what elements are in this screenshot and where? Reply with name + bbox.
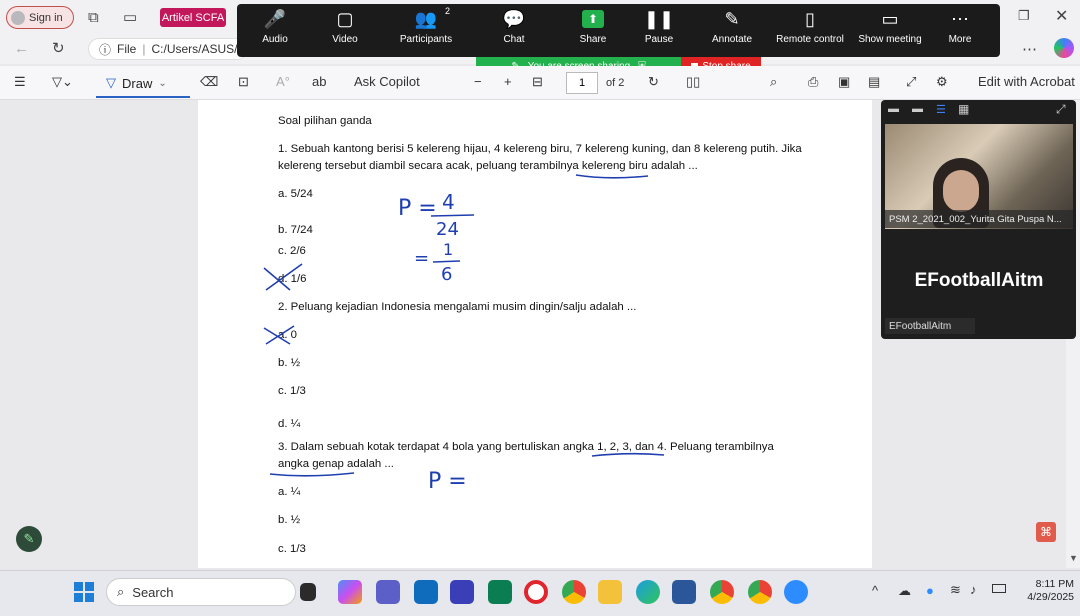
tab-artikel-scfa[interactable] — [160, 8, 226, 27]
ink-underline-numbers — [592, 454, 664, 456]
draw-tool-button[interactable] — [96, 70, 190, 98]
participant-name-tag: EFootballAitm — [885, 318, 975, 334]
ink-underline-kelereng-biru — [576, 175, 648, 178]
expand-icon[interactable]: ⤢ — [1056, 102, 1066, 116]
translate-icon[interactable]: ab — [312, 74, 327, 89]
tab-label: Artikel SCFA — [161, 11, 225, 24]
gallery-view-icon[interactable]: ▦ — [958, 102, 970, 116]
q3-option-b: b. ½ — [278, 514, 301, 526]
audio-icon: 🎤 — [263, 8, 287, 29]
ink-denominator-2: 6 — [441, 264, 453, 285]
chrome-profile-2-icon[interactable] — [748, 580, 772, 604]
url-text: C:/Users/ASUS/ — [151, 42, 238, 56]
back-arrow-icon[interactable]: ← — [14, 40, 29, 57]
remote-control-icon: ▯ — [805, 8, 815, 29]
contents-icon[interactable]: ☰ — [14, 74, 26, 89]
chevron-up-icon[interactable]: ^ — [872, 583, 879, 598]
zoom-audio-button[interactable] — [240, 4, 310, 50]
file-label: File — [117, 42, 137, 56]
wifi-icon[interactable]: ≋ — [950, 582, 961, 597]
chrome-profile-icon[interactable] — [710, 580, 734, 604]
section-title: Soal pilihan ganda — [278, 115, 372, 127]
participant-count: 2 — [444, 6, 450, 16]
ink-annotations — [198, 100, 872, 568]
rotate-icon[interactable]: ↻ — [648, 74, 659, 89]
q3-option-a: a. ¼ — [278, 486, 301, 498]
single-view-icon[interactable]: ▬ — [912, 103, 923, 115]
scroll-down-icon[interactable]: ▼ — [1069, 553, 1078, 563]
zoom-show-meeting-button[interactable] — [852, 4, 928, 50]
close-window-icon[interactable]: ✕ — [1055, 8, 1069, 25]
q2-option-a: a. 0 — [278, 329, 297, 341]
microsoft-365-icon[interactable] — [488, 580, 512, 604]
word-icon[interactable] — [672, 580, 696, 604]
question-1-line-2: kelereng tersebut diambil secara acak, peluang terambilnya kelereng biru adalah ... — [278, 160, 698, 172]
sign-in-label: Sign in — [29, 11, 63, 24]
highlight-icon[interactable]: ▽⌄ — [52, 74, 73, 89]
battery-icon[interactable] — [992, 584, 1006, 593]
zoom-button-label: More — [948, 34, 972, 45]
opera-icon[interactable] — [524, 580, 548, 604]
tab-actions-icon[interactable]: ▭ — [123, 9, 138, 26]
q2-option-c: c. 1/3 — [278, 385, 306, 397]
ink-denominator-1: 24 — [436, 219, 459, 240]
question-3-line-1: 3. Dalam sebuah kotak terdapat 4 bola yang bertuliskan angka 1, 2, 3, dan 4. Peluang terambilnya — [278, 441, 774, 453]
q2-option-b: b. ½ — [278, 357, 301, 369]
draw-icon: ▽ — [106, 75, 116, 90]
chat-icon: 💬 — [502, 8, 526, 29]
more-icon: ⋯ — [951, 8, 969, 29]
participant-display-name: EFootballAitm — [914, 270, 1044, 291]
browser-more-button[interactable]: ⋯ — [1022, 41, 1037, 58]
zoom-button-label: Annotate — [711, 34, 753, 45]
pen-tool-button[interactable]: ✎ — [16, 526, 42, 552]
video-icon: ▢ — [336, 8, 354, 29]
task-view-icon[interactable] — [300, 583, 316, 601]
ink-underline-genap — [270, 473, 354, 476]
workspaces-icon[interactable]: ⧉ — [88, 9, 99, 26]
volume-icon[interactable]: ♪ — [970, 582, 977, 597]
pause-icon: ❚❚ — [643, 8, 675, 29]
q1-option-b: b. 7/24 — [278, 224, 313, 236]
ink-numerator-2: 1 — [443, 240, 454, 259]
ink-cross-q1-d — [264, 264, 302, 290]
zoom-chat-button[interactable] — [470, 4, 558, 50]
ink-p-equals: P = — [398, 196, 437, 221]
address-input[interactable] — [88, 38, 248, 60]
draw-label: Draw — [122, 75, 153, 91]
show-meeting-icon: ▭ — [881, 8, 899, 29]
ink-numerator-1: 4 — [442, 190, 455, 214]
page-total: of 2 — [606, 77, 625, 89]
separator: | — [142, 42, 146, 56]
zoom-button-label: Share — [579, 34, 607, 45]
q3-option-c: c. 1/3 — [278, 543, 306, 555]
zoom-button-label: Chat — [503, 34, 525, 45]
zoom-button-label: Audio — [262, 34, 288, 45]
ink-equals: = — [414, 248, 430, 269]
zoom-button-label: Show meeting — [858, 34, 922, 45]
zoom-annotate-button[interactable] — [690, 4, 774, 50]
cloud-icon[interactable]: ☁ — [898, 583, 911, 598]
q1-option-c: c. 2/6 — [278, 245, 306, 257]
system-clock[interactable] — [1010, 578, 1074, 604]
zoom-remote-control-button[interactable] — [768, 4, 852, 50]
question-1-line-1: 1. Sebuah kantong berisi 5 kelereng hijau, 4 kelereng biru, 7 kelereng kuning, dan 8 kelereng putih. Jika — [278, 143, 802, 155]
ink-fraction-bar-2 — [433, 261, 460, 262]
ink-fraction-bar-1 — [431, 215, 474, 216]
read-aloud-icon[interactable]: A° — [276, 74, 290, 89]
participants-icon: 👥 — [414, 8, 438, 29]
page-view-icon[interactable]: ▯▯ — [686, 74, 701, 89]
zoom-in-icon[interactable]: + — [504, 74, 512, 89]
text-box-icon[interactable]: ⊡ — [238, 74, 249, 89]
zoom-more-button[interactable] — [928, 4, 992, 50]
clock-date: 4/29/2025 — [1027, 591, 1074, 603]
search-icon: ⌕ — [117, 584, 125, 599]
zoom-out-icon[interactable]: − — [474, 74, 482, 89]
zoom-button-label: Participants — [399, 34, 453, 45]
windows-start-icon[interactable] — [74, 582, 94, 602]
question-3-line-2: angka genap adalah ... — [278, 458, 394, 470]
q2-option-d: d. ¼ — [278, 418, 301, 430]
zoom-app-icon[interactable] — [784, 580, 808, 604]
info-icon: ⓘ — [99, 42, 112, 57]
zoom-video-button[interactable] — [310, 4, 380, 50]
ink-cross-q2-a — [264, 326, 294, 344]
app-icon[interactable] — [450, 580, 474, 604]
zoom-participants-button[interactable] — [380, 4, 472, 50]
file-explorer-icon[interactable] — [598, 580, 622, 604]
refresh-icon[interactable]: ↻ — [52, 40, 65, 57]
q1-option-d: d. 1/6 — [278, 273, 307, 285]
teams-icon[interactable] — [376, 580, 400, 604]
zoom-share-button[interactable] — [558, 4, 628, 50]
ink-p-equals-2: P = — [428, 469, 467, 494]
eraser-icon[interactable]: ⌫ — [200, 74, 219, 89]
copilot-app-icon[interactable] — [338, 580, 362, 604]
edge-icon[interactable] — [636, 580, 660, 604]
question-2-line: 2. Peluang kejadian Indonesia mengalami musim dingin/salju adalah ... — [278, 301, 637, 313]
restore-window-icon[interactable]: ❐ — [1018, 8, 1030, 23]
fit-page-icon[interactable]: ⊟ — [532, 74, 543, 89]
zoom-button-label: Video — [332, 34, 358, 45]
print-icon[interactable]: ⎙ — [808, 74, 819, 89]
settings-gear-icon[interactable]: ⚙ — [936, 74, 948, 89]
speaker-view-icon[interactable]: ☰ — [936, 104, 946, 116]
microphone-icon[interactable]: ● — [926, 583, 934, 598]
clock-time: 8:11 PM — [1035, 578, 1074, 590]
avatar — [11, 11, 25, 25]
zoom-pause-button[interactable] — [628, 4, 690, 50]
search-icon[interactable]: ⌕ — [770, 74, 778, 89]
edit-with-acrobat-button[interactable]: Edit with Acrobat — [978, 74, 1075, 89]
acrobat-icon[interactable]: ⌘ — [1036, 522, 1056, 542]
ask-copilot-button[interactable]: Ask Copilot — [354, 74, 420, 89]
person-face — [943, 170, 979, 212]
copilot-icon[interactable] — [1054, 38, 1074, 58]
save-icon[interactable]: ▣ — [838, 74, 851, 89]
chevron-down-icon: ⌄ — [158, 77, 167, 89]
q1-option-a: a. 5/24 — [278, 188, 313, 200]
minimize-icon[interactable]: ▬ — [888, 103, 899, 115]
participant-name-label: PSM 2_2021_002_Yurita Gita Puspa N... — [885, 210, 1073, 228]
search-label: Search — [132, 584, 174, 600]
sign-in-button[interactable] — [6, 6, 74, 29]
fullscreen-icon[interactable]: ⤢ — [906, 74, 917, 89]
taskbar-search[interactable] — [106, 578, 296, 606]
share-icon: ⬆ — [582, 10, 604, 28]
zoom-button-label: Remote control — [776, 34, 844, 45]
chrome-icon[interactable] — [562, 580, 586, 604]
page-number-input[interactable]: 1 — [566, 72, 598, 94]
annotate-icon: ✎ — [724, 8, 740, 29]
save-as-icon[interactable]: ▤ — [868, 74, 881, 89]
zoom-button-label: Pause — [644, 34, 674, 45]
outlook-icon[interactable] — [414, 580, 438, 604]
